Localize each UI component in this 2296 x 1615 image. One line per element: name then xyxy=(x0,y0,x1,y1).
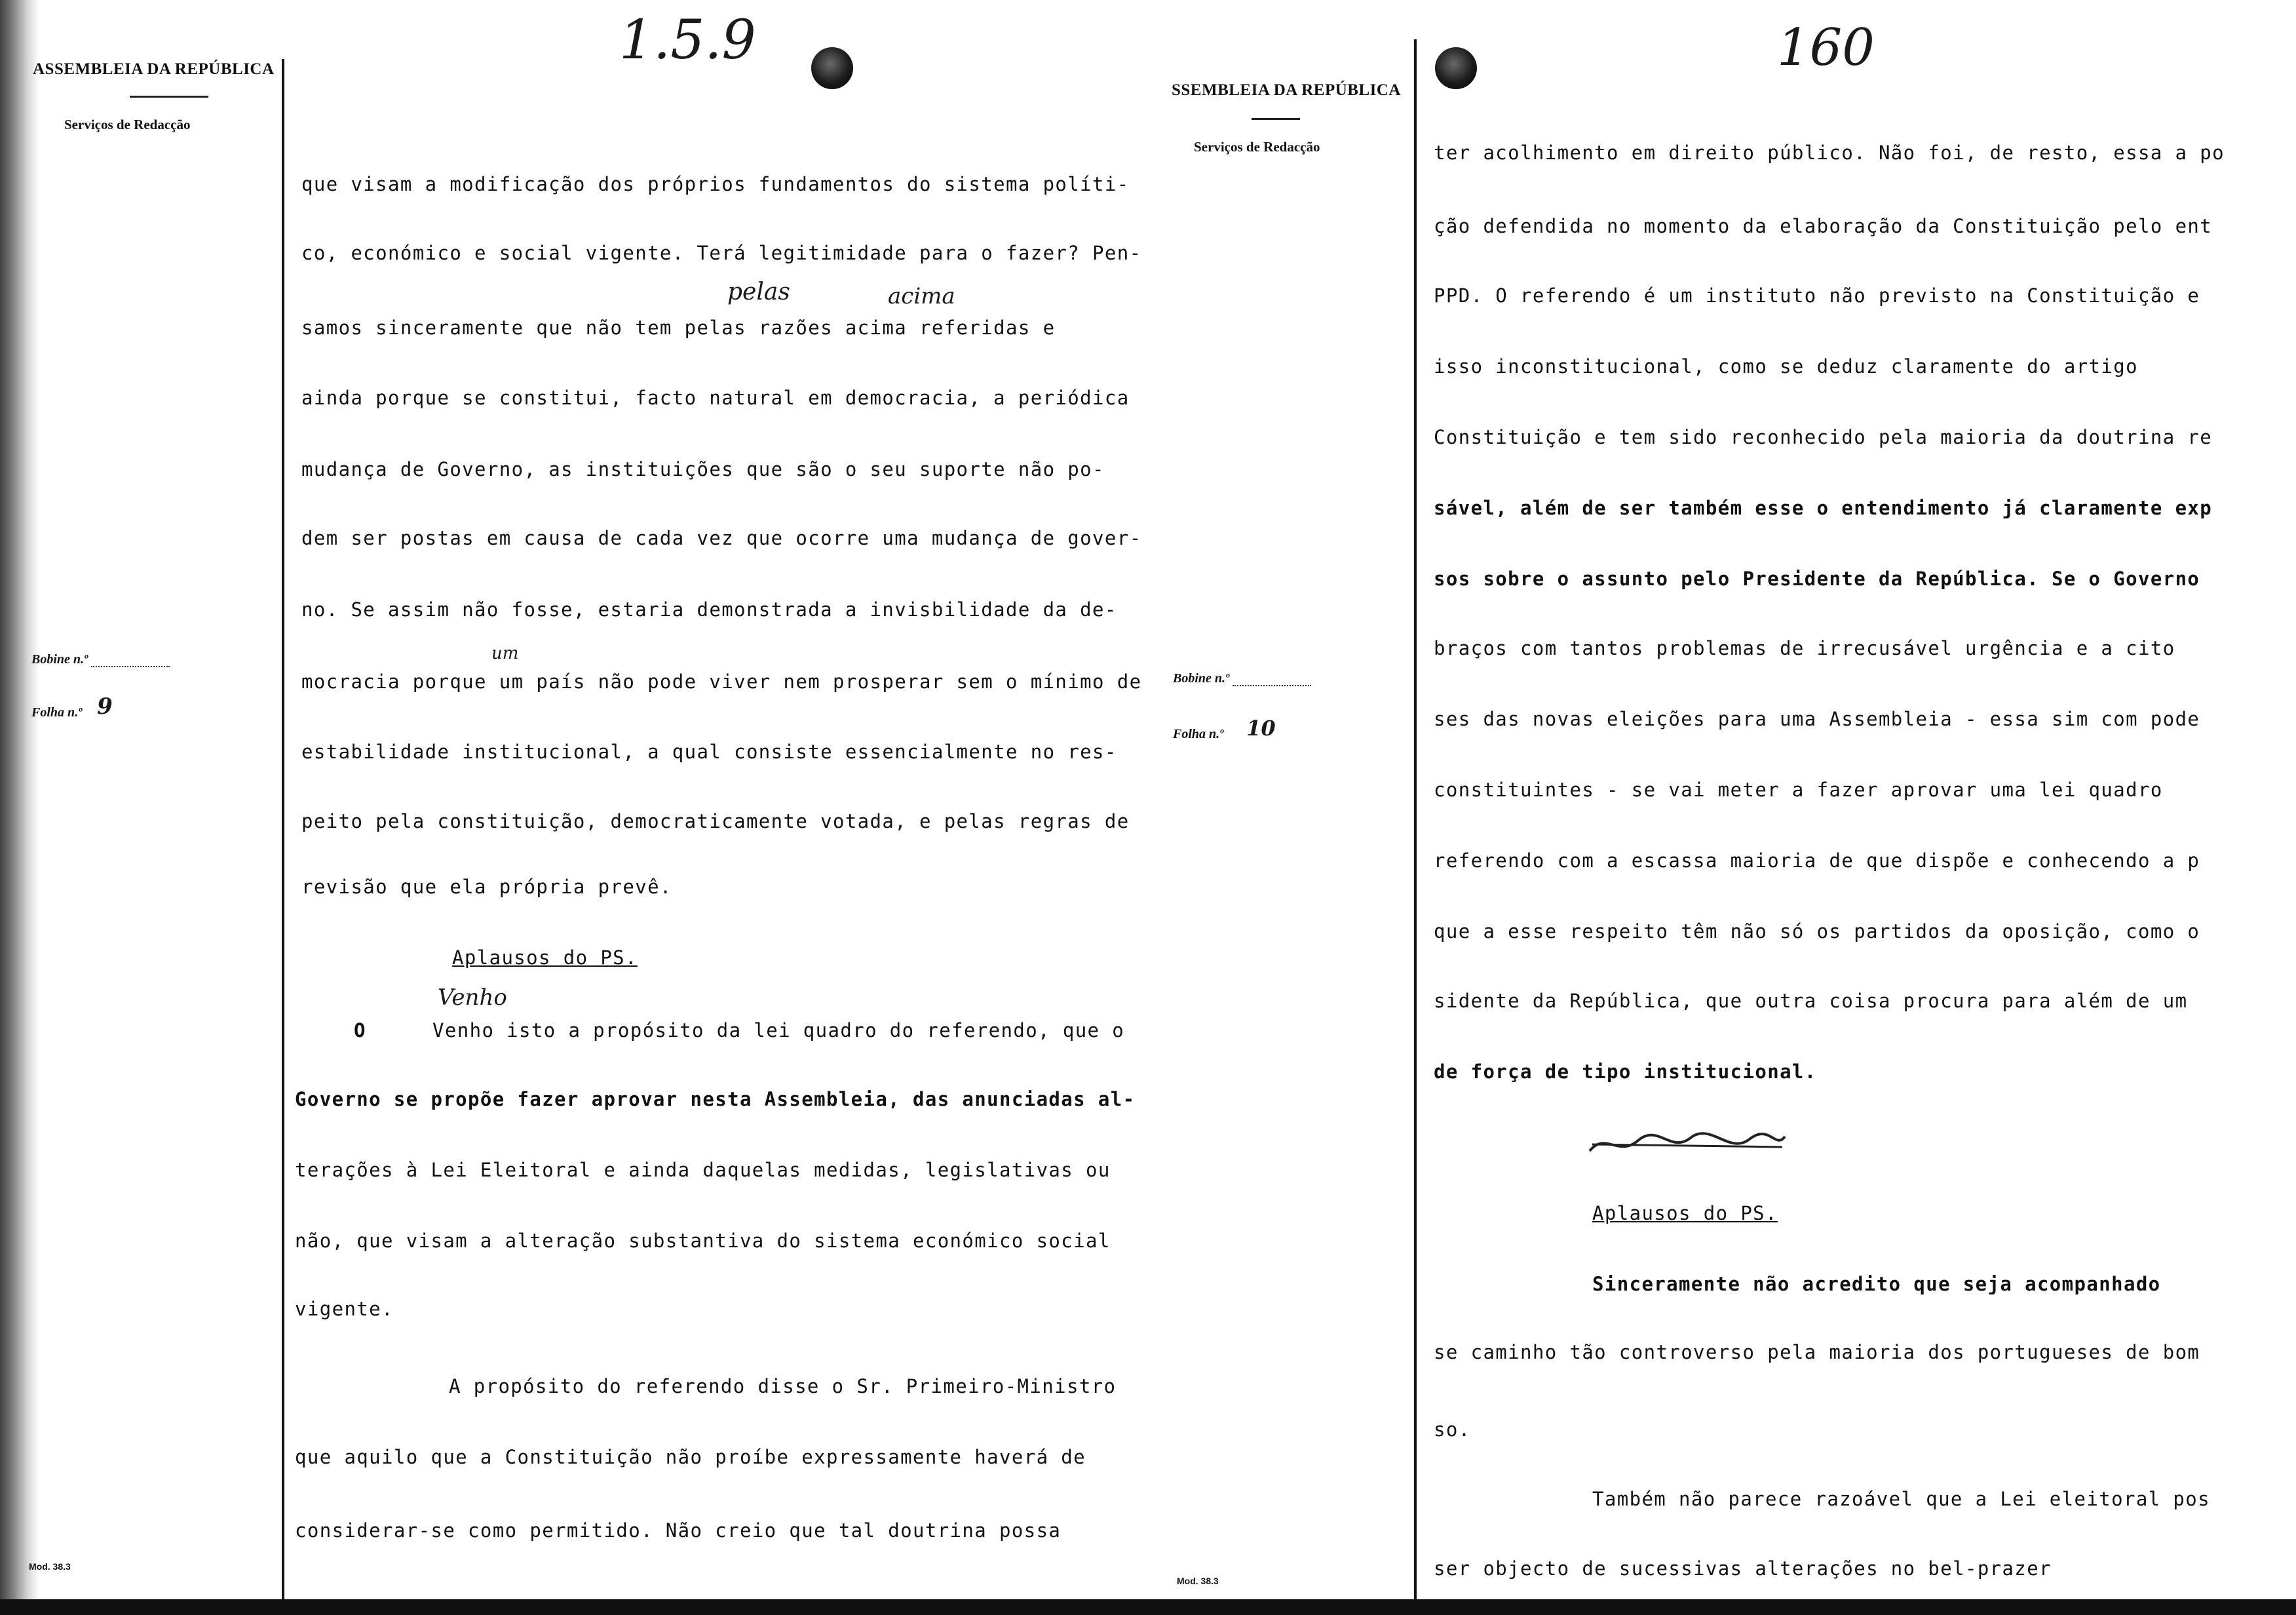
right-text-line: braços com tantos problemas de irrecusável urgência e a cito xyxy=(1434,637,2175,659)
correction-acima: acima xyxy=(888,283,955,309)
right-text-line: que a esse respeito têm não só os partidos da oposição, como o xyxy=(1434,920,2200,943)
left-header-subtitle: Serviços de Redacção xyxy=(64,117,191,132)
correction-venho: Venho xyxy=(438,984,507,1011)
left-orator-marker: O xyxy=(354,1019,366,1041)
left-text-line: no. Se assim não fosse, estaria demonstrada a invisbilidade da de- xyxy=(301,598,1117,621)
left-text-line: vigente. xyxy=(295,1298,394,1320)
correction-pelas: pelas xyxy=(727,279,790,305)
left-text-line: Governo se propõe fazer aprovar nesta Assembleia, das anunciadas al- xyxy=(295,1088,1136,1110)
right-folha-label: Folha n.º xyxy=(1173,727,1224,741)
left-form-code: Mod. 38.3 xyxy=(29,1561,71,1572)
right-text-line: isso inconstitucional, como se deduz claramente do artigo xyxy=(1434,355,2138,378)
right-text-line: constituintes - se vai meter a fazer aprovar uma lei quadro xyxy=(1434,779,2163,801)
left-text-line: ainda porque se constitui, facto natural em democracia, a periódica xyxy=(301,387,1130,409)
left-bobine-blank xyxy=(91,654,170,667)
left-text-line: mocracia porque um país não pode viver nem prosperar sem o mínimo de xyxy=(301,671,1142,693)
right-handwritten-page-number: 160 xyxy=(1777,18,1875,77)
right-text-line: Sinceramente não acredito que seja acompanhado xyxy=(1592,1273,2161,1295)
left-text-line: mudança de Governo, as instituições que são o seu suporte não po- xyxy=(301,458,1105,480)
left-text-line: revisão que ela própria prevê. xyxy=(301,876,672,898)
right-applause: Aplausos do PS. xyxy=(1592,1202,1778,1224)
correction-um: um xyxy=(491,644,519,663)
left-text-line: dem ser postas em causa de cada vez que ocorre uma mudança de gover- xyxy=(301,527,1142,549)
left-folha-value: 9 xyxy=(97,693,113,720)
left-folha-field xyxy=(31,693,113,722)
left-text-line: que visam a modificação dos próprios fundamentos do sistema políti- xyxy=(301,173,1130,195)
left-handwritten-page-number: 1.5.9 xyxy=(619,9,756,71)
right-bobine-blank xyxy=(1233,673,1311,686)
right-text-line: ter acolhimento em direito público. Não foi, de resto, essa a po xyxy=(1434,142,2225,164)
binder-hole-left xyxy=(811,47,853,89)
left-bobine-field xyxy=(31,652,170,667)
left-header-title: ASSEMBLEIA DA REPÚBLICA xyxy=(33,60,275,78)
right-text-line: ção defendida no momento da elaboração da Constituição pelo ent xyxy=(1434,215,2213,237)
left-text-line: A propósito do referendo disse o Sr. Primeiro-Ministro xyxy=(449,1375,1117,1397)
right-text-line: referendo com a escassa maioria de que dispõe e conhecendo a p xyxy=(1434,849,2200,872)
right-header-subtitle: Serviços de Redacção xyxy=(1194,139,1320,155)
right-folha-field xyxy=(1173,718,1276,743)
right-text-line: so. xyxy=(1434,1418,1471,1441)
left-text-line: co, económico e social vigente. Terá legitimidade para o fazer? Pen- xyxy=(301,242,1142,264)
left-text-line: considerar-se como permitido. Não creio que tal doutrina possa xyxy=(295,1519,1062,1542)
right-text-line: ser objecto de sucessivas alterações no bel-prazer xyxy=(1434,1557,2052,1580)
right-text-line: PPD. O referendo é um instituto não previsto na Constituição e xyxy=(1434,284,2200,307)
right-header-title: SSEMBLEIA DA REPÚBLICA xyxy=(1172,81,1401,99)
right-text-line: Constituição e tem sido reconhecido pela maioria da doutrina re xyxy=(1434,426,2213,448)
left-bobine-label: Bobine n.º xyxy=(31,652,88,667)
right-text-line: Também não parece razoável que a Lei eleitoral pos xyxy=(1592,1488,2210,1510)
left-text-line: não, que visam a alteração substantiva do sistema económico social xyxy=(295,1230,1111,1252)
left-applause: Aplausos do PS. xyxy=(452,946,638,969)
right-text-line: de força de tipo institucional. xyxy=(1434,1060,1817,1083)
scan-bottom-edge xyxy=(0,1599,2296,1615)
right-text-line: sável, além de ser também esse o entendimento já claramente exp xyxy=(1434,497,2213,519)
right-text-line: sidente da República, que outra coisa procura para além de um xyxy=(1434,990,2188,1012)
left-page-border xyxy=(282,59,284,1599)
left-text-line: que aquilo que a Constituição não proíbe expressamente haverá de xyxy=(295,1446,1086,1468)
right-form-code: Mod. 38.3 xyxy=(1177,1576,1219,1586)
center-gutter-line xyxy=(1414,39,1417,1599)
left-text-line: Venho isto a propósito da lei quadro do referendo, que o xyxy=(432,1019,1125,1041)
right-text-line: se caminho tão controverso pela maioria dos portugueses de bom xyxy=(1434,1341,2200,1363)
binder-hole-right xyxy=(1435,47,1477,89)
scan-margin-shadow xyxy=(0,0,39,1599)
left-text-line: peito pela constituição, democraticamente votada, e pelas regras de xyxy=(301,810,1130,832)
right-struck-signature xyxy=(1586,1125,1789,1164)
right-text-line: sos sobre o assunto pelo Presidente da República. Se o Governo xyxy=(1434,568,2200,590)
left-text-line: samos sinceramente que não tem pelas razões acima referidas e xyxy=(301,317,1056,339)
right-folha-value: 10 xyxy=(1246,716,1276,741)
right-bobine-field xyxy=(1173,671,1311,686)
left-folha-label: Folha n.º xyxy=(31,705,83,720)
left-header-rule xyxy=(130,96,208,98)
left-text-line: terações à Lei Eleitoral e ainda daquelas medidas, legislativas ou xyxy=(295,1159,1111,1181)
right-bobine-label: Bobine n.º xyxy=(1173,671,1230,686)
left-text-line: estabilidade institucional, a qual consiste essencialmente no res- xyxy=(301,741,1117,763)
right-header-rule xyxy=(1252,118,1300,120)
right-text-line: ses das novas eleições para uma Assembleia - essa sim com pode xyxy=(1434,708,2200,730)
